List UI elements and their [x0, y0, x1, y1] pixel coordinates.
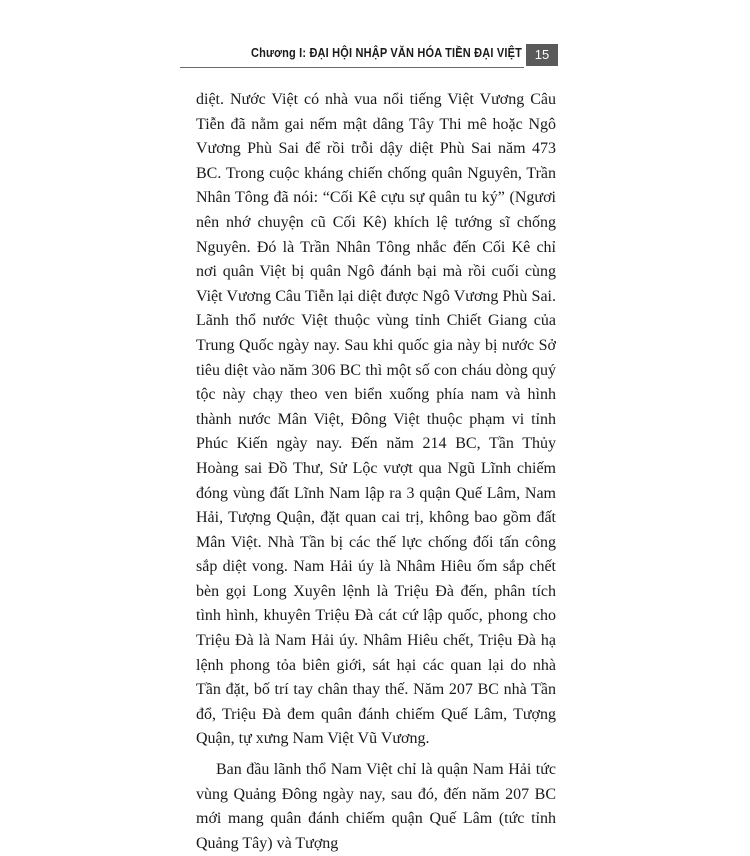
- body-text: [196, 88, 556, 856]
- paragraph-2: Ban đầu lãnh thổ Nam Việt chỉ là quận Nam Hải tức vùng Quảng Đông ngày nay, sau đó, đến năm 207 BC mới mang quân đánh chiếm quận Quế Lâm (tức tỉnh Quảng Tây) và Tượng: [196, 761, 556, 852]
- paragraph-1: diệt. Nước Việt có nhà vua nổi tiếng Việt Vương Câu Tiễn đã nằm gai nếm mật dâng Tây Thi mê hoặc Ngô Vương Phù Sai để rồi trỗi dậy diệt Phù Sai năm 473 BC. Trong cuộc kháng chiến chống quân Nguyên, Trần Nhân Tông đã nói: “Cối Kê cựu sự quân tu ký” (Ngươi nên nhớ chuyện cũ Cối Kê) khích lệ tướng sĩ chống Nguyên. Đó là Trần Nhân Tông nhắc đến Cối Kê chỉ nơi quân Việt bị quân Ngô đánh bại mà rồi cuối cùng Việt Vương Câu Tiễn lại diệt được Ngô Vương Phù Sai. Lãnh thổ nước Việt thuộc vùng tỉnh Chiết Giang của Trung Quốc ngày nay. Sau khi quốc gia này bị nước Sở tiêu diệt vào năm 306 BC thì một số con cháu dòng quý tộc này chạy theo ven biển xuống phía nam và hình thành nước Mân Việt, Đông Việt thuộc phạm vi tỉnh Phúc Kiến ngày nay. Đến năm 214 BC, Tần Thủy Hoàng sai Đồ Thư, Sử Lộc vượt qua Ngũ Lĩnh chiếm đóng vùng đất Lĩnh Nam lập ra 3 quận Quế Lâm, Nam Hải, Tượng Quận, đặt quan cai trị, không bao gồm đất Mân Việt. Nhà Tần bị các thế lực chống đối tấn công sắp diệt vong. Nam Hải úy là Nhâm Hiêu ốm sắp chết bèn gọi Long Xuyên lệnh là Triệu Đà đến, phân tích tình hình, khuyên Triệu Đà cát cứ lập quốc, phong cho Triệu Đà là Nam Hải úy. Nhâm Hiêu chết, Triệu Đà hạ lệnh phong tỏa biên giới, sát hại các quan lại do nhà Tần đặt, bố trí tay chân thay thế. Năm 207 BC nhà Tần đổ, Triệu Đà đem quân đánh chiếm Quế Lâm, Tượng Quận, tự xưng Nam Việt Vũ Vương.: [196, 91, 556, 748]
- chapter-title: Chương I: ĐẠI HỘI NHẬP VĂN HÓA TIỀN ĐẠI VIỆT: [250, 46, 522, 60]
- running-header: [180, 44, 558, 70]
- header-divider: [180, 67, 524, 68]
- page-number-badge: 15: [526, 44, 558, 66]
